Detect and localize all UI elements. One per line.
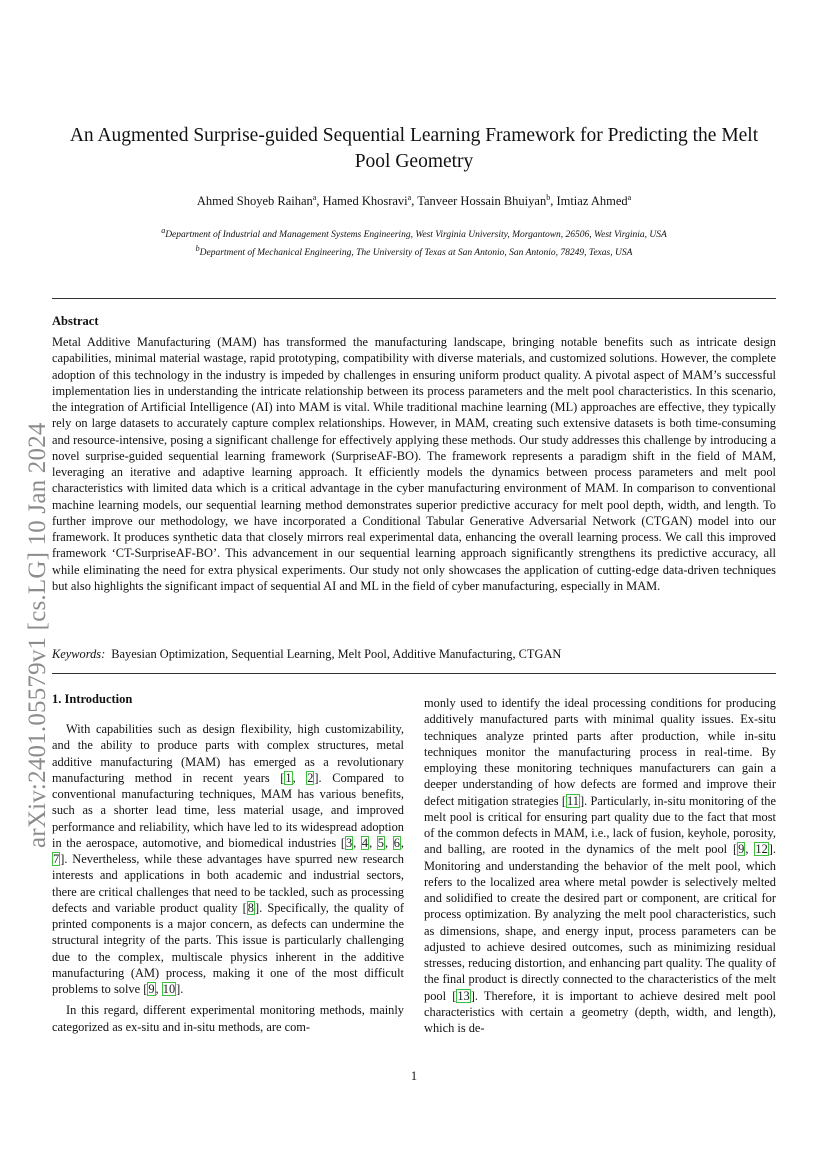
citation-link[interactable]: 5 [377,835,384,850]
author-list: Ahmed Shoyeb Raihan$^a$, Hamed Khosravi$^a$, Tanveer Hossain Bhuiyan$^b$, Imtiaz Ahmed$^a$ [196,193,632,209]
section-heading: 1. Introduction [52,692,133,706]
author-name: Tanveer Hossain Bhuiyan [417,194,547,209]
citation-link[interactable]: 9 [148,982,155,996]
citation-link[interactable]: 1 [285,770,292,785]
citation-link[interactable]: 12 [755,842,768,857]
citation-link[interactable]: 4 [361,835,369,850]
right-column [424,695,776,1041]
paper-title: An Augmented Surprise-guided Sequential Learning Framework for Predicting the Melt Pool Geometry [69,125,759,172]
author-name: Hamed Khosravi [322,194,408,209]
affiliation-mark: b [546,193,551,202]
citation-link[interactable]: 9 [738,842,745,857]
arxiv-identifier: arXiv:2401.05579v1 [cs.LG] 10 Jan 2024 [24,422,51,848]
affiliation-line: $^b$Department of Mechanical Engineering, The University of Texas at San Antonio, San Antonio, 78249, Texas, USA [195,244,633,259]
citation-link[interactable]: 6 [393,835,400,850]
bottom-divider [52,673,776,674]
citation-link[interactable]: 10 [162,982,176,996]
page-number: 1 [410,1069,418,1083]
left-column [52,692,404,1040]
abstract-body: Metal Additive Manufacturing (MAM) has transformed the manufacturing landscape, bringing notable benefits such as intricate design capabilities, minimal material wastage, rapid prototyping, compatibility with diverse materials, and customized solutions. However, the complete adoption of this technology in the industry is impeded by challenges in ensuring uniform product quality. A pivotal aspect of MAM’s successful implementation lies in understanding the intricate relationship between its process parameters and the melt pool characteristics. In this scenario, the integration of Artificial Intelligence (AI) into MAM is vital. While traditional machine learning (ML) approaches are effective, they typically rely on large datasets to accurately capture complex relationships. However, in MAM, creating such extensive datasets is both time-consuming and resource-intensive, posing a significant challenge for effectively applying these methods. Our study addresses this challenge by introducing a novel surprise-guided sequential learning framework (SurpriseAF-BO). The framework represents a paradigm shift in the field of MAM, leveraging an iterative and adaptive learning approach. It efficiently models the dynamics between process parameters and melt pool characteristics with limited data which is a critical advantage in the cyber manufacturing environment of MAM. In comparison to conventional machine learning models, our sequential learning method demonstrates superior predictive accuracy for melt pool depth, width, and length. To further improve our methodology, we have incorporated a Conditional Tabular Generative Adversarial Network (CTGAN) model into our framework. It produces synthetic data that closely mirrors real experimental data, enhancing the overall learning process. We call this improved framework ‘CT-SurpriseAF-BO’. This advancement in our sequential learning approach significantly strengthens its predictive accuracy, all while eliminating the need for extra physical experiments. Our study not only showcases the application of cutting-edge data-driven techniques but also highlights the significant impact of sequential AI and ML in the field of cyber manufacturing, especially in MAM. [52,335,776,593]
keywords-text: Bayesian Optimization, Sequential Learning, Melt Pool, Additive Manufacturing, CTGAN [111,647,562,661]
keywords-label: Keywords: [52,647,106,661]
top-divider [52,298,776,299]
keywords-line [52,647,776,662]
intro-paragraph-1: With capabilities such as design flexibility, high customizability, and the ability to produce parts with complex structures, metal additive manufacturing (MAM) has emerged as a revolutionary manufacturing method in recent years [1, 2]. Compared to conventional manufacturing techniques, MAM has various benefits, such as a shorter lead time, less material usage, and improved performance and reliability, which have led to its widespread adoption in the aerospace, automotive, and biomedical industries [3, 4, 5, 6, 7]. Nevertheless, while these advantages have spurred new research interests and applications in both academic and industrial sectors, there are critical challenges that need to be tackled, such as processing defects and variable product quality [8]. Specifically, the quality of printed components is a major concern, as defects can undermine the structural integrity of the parts. This issue is particularly challenging due to the complex, multiscale physics inherent in the additive manufacturing (AM) process, making it one of the most difficult problems to solve [9, 10]. [52,722,404,996]
abstract-heading: Abstract [52,314,99,328]
citation-link[interactable]: 2 [307,770,314,785]
affiliation-mark: a [312,193,317,202]
affiliation-mark: a [627,193,632,202]
citation-link[interactable]: 3 [345,835,353,850]
citation-link[interactable]: 8 [247,900,254,915]
citation-link[interactable]: 11 [567,793,579,808]
author-name: Ahmed Shoyeb Raihan [196,194,313,209]
citation-link[interactable]: 13 [457,988,470,1003]
intro-paragraph-2: In this regard, different experimental monitoring methods, mainly categorized as ex-situ and in-situ methods, are com- [52,1003,404,1034]
affiliation-mark: a [407,193,412,202]
affiliation-line: $^a$Department of Industrial and Management Systems Engineering, West Virginia University, Morgantown, 26506, West Virginia, USA [161,226,667,241]
author-name: Imtiaz Ahmed [556,194,628,209]
affiliations [52,224,776,260]
citation-link[interactable]: 7 [53,852,60,866]
intro-paragraph-continued: monly used to identify the ideal processing conditions for producing additively manufactured parts with minimal quality issues. Ex-situ techniques analyze printed parts after production, while in-situ techniques monitor the manufacturing process in real-time. By employing these monitoring techniques manufacturers can gain a deeper understanding of how defects are formed and improve their defect mitigation strategies [11]. Particularly, in-situ monitoring of the melt pool is critical for ensuring part quality due to the fact that most of the common defects in MAM, i.e., lack of fusion, keyhole, porosity, and balling, are rooted in the dynamics of the melt pool [9, 12]. Monitoring and understanding the behavior of the melt pool, which refers to the localized area where metal powder is selectively melted and solidified to create the desired part or component, are critical for process optimization. By analyzing the melt pool characteristics, such as dimensions, shape, and energy input, process parameters can be adjusted to achieve desired outcomes, such as minimizing residual stresses, reducing distortion, and enhancing part quality. The quality of the final product is directly connected to the characteristics of the melt pool [13]. Therefore, it is important to achieve desired melt pool characteristics with certain a geometry (depth, width, and length), which is de- [424,696,776,1035]
